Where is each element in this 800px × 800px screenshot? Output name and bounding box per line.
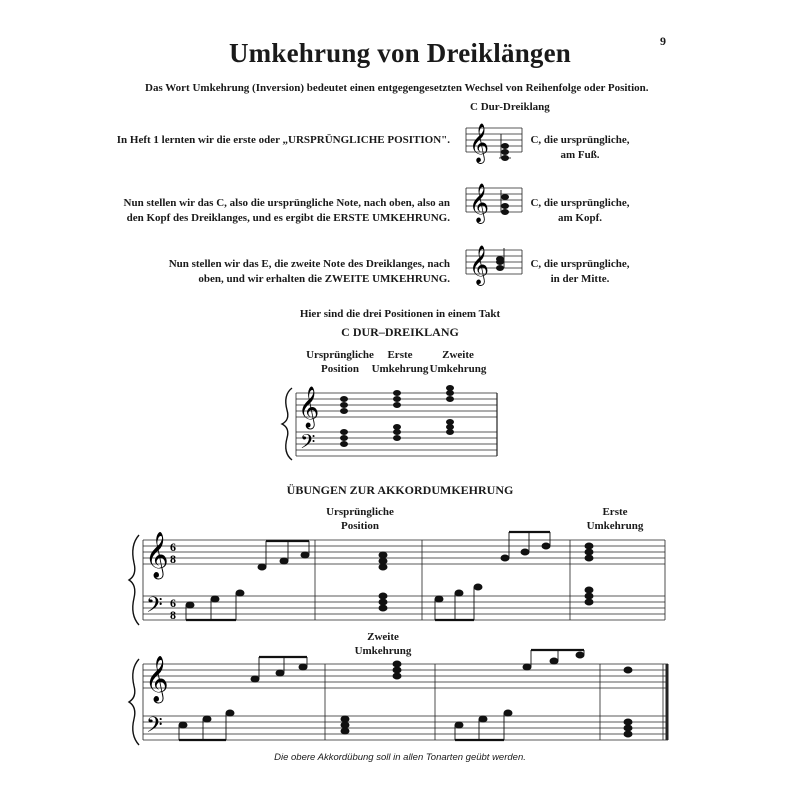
label-line: Ursprüngliche — [326, 506, 394, 518]
label-line: Position — [321, 363, 359, 375]
label-line: Ursprüngliche — [306, 349, 374, 361]
row-3-chord — [496, 248, 504, 271]
chord-caption: C Dur-Dreiklang — [470, 101, 550, 113]
time-signature-top: 6 — [170, 540, 176, 554]
system-2-notes — [179, 650, 632, 740]
row-2-text-line: den Kopf des Dreiklanges, und es ergibt die ERSTE UMKEHRUNG. — [126, 212, 450, 224]
row-2-desc — [530, 196, 630, 226]
page-title: Umkehrung von Dreiklängen — [228, 38, 572, 68]
system-1-notes — [186, 532, 593, 620]
treble-clef-icon: 𝄞 — [469, 245, 490, 285]
row-3-text-line: oben, und wir erhalten die ZWEITE UMKEHRUNG. — [198, 273, 450, 285]
page-number: 9 — [660, 34, 666, 48]
row-1-text — [100, 133, 450, 148]
label-line: Umkehrung — [429, 363, 487, 375]
time-signature-bottom: 8 — [170, 552, 176, 566]
row-3-desc — [530, 257, 630, 287]
row-2-desc-line: am Kopf. — [558, 212, 602, 224]
brace-icon — [129, 535, 139, 625]
time-signature-top: 6 — [170, 596, 176, 610]
row-2-staff-lines — [466, 188, 522, 212]
time-signature-bottom: 8 — [170, 608, 176, 622]
row-2-text-line: Nun stellen wir das C, also die ursprüngliche Note, nach oben, also an — [123, 197, 450, 209]
section-2-heading: ÜBUNGEN ZUR AKKORDUMKEHRUNG — [286, 483, 514, 497]
bass-clef-icon: 𝄢 — [146, 593, 163, 623]
system-2-lines — [143, 664, 668, 740]
treble-clef-icon: 𝄞 — [145, 532, 169, 578]
row-3-desc-line: C, die ursprüngliche, — [530, 258, 630, 270]
label-line: Umkehrung — [586, 520, 644, 532]
footer-note: Die obere Akkordübung soll in allen Tonarten geübt werden. — [274, 752, 526, 763]
label-line: Erste — [387, 349, 413, 361]
brace-icon — [282, 388, 292, 460]
label-line: Umkehrung — [371, 363, 429, 375]
row-3-text-line: Nun stellen wir das E, die zweite Note des Dreiklanges, nach — [168, 258, 450, 270]
row-1-desc-line: C, die ursprüngliche, — [530, 134, 630, 146]
row-1-chord — [499, 134, 511, 161]
row-3-desc-line: in der Mitte. — [550, 273, 610, 285]
treble-clef-icon: 𝄞 — [469, 183, 490, 223]
grand-staff-1-lines — [296, 393, 497, 456]
label-line: Position — [341, 520, 379, 532]
row-2-desc-line: C, die ursprüngliche, — [530, 197, 630, 209]
row-1-text-line: In Heft 1 lernten wir die erste oder „URSPRÜNGLICHE POSITION". — [116, 134, 450, 146]
system-1-lines — [143, 540, 665, 620]
treble-clef-icon: 𝄞 — [469, 123, 490, 163]
intro-text: Das Wort Umkehrung (Inversion) bedeutet einen entgegengesetzten Wechsel von Reihenfolge oder Position. — [145, 82, 649, 94]
row-1-desc-line: am Fuß. — [560, 149, 600, 161]
row-1-staff-lines — [466, 128, 522, 152]
label-line: Zweite — [367, 631, 399, 643]
row-3-staff-lines — [466, 250, 522, 274]
grand-staff-1-notes — [340, 385, 454, 447]
label-line: Umkehrung — [354, 645, 412, 657]
brace-icon — [129, 659, 139, 745]
label-second-inversion — [408, 348, 508, 376]
label-first-inversion-2 — [565, 505, 665, 533]
label-root-position-2 — [310, 505, 410, 533]
treble-clef-icon: 𝄞 — [145, 656, 169, 702]
section-1-heading: Hier sind die drei Positionen in einem Takt — [299, 308, 501, 320]
bass-clef-icon: 𝄢 — [300, 430, 316, 458]
row-3-text — [100, 257, 450, 287]
label-line: Zweite — [442, 349, 474, 361]
label-line: Erste — [602, 506, 628, 518]
row-2-chord — [501, 190, 509, 215]
row-2-text — [100, 196, 450, 226]
label-second-inversion-2 — [333, 630, 433, 658]
row-1-desc — [530, 133, 630, 163]
section-1-subheading: C DUR–DREIKLANG — [341, 325, 459, 339]
treble-clef-icon: 𝄞 — [298, 387, 320, 428]
bass-clef-icon: 𝄢 — [146, 713, 163, 743]
